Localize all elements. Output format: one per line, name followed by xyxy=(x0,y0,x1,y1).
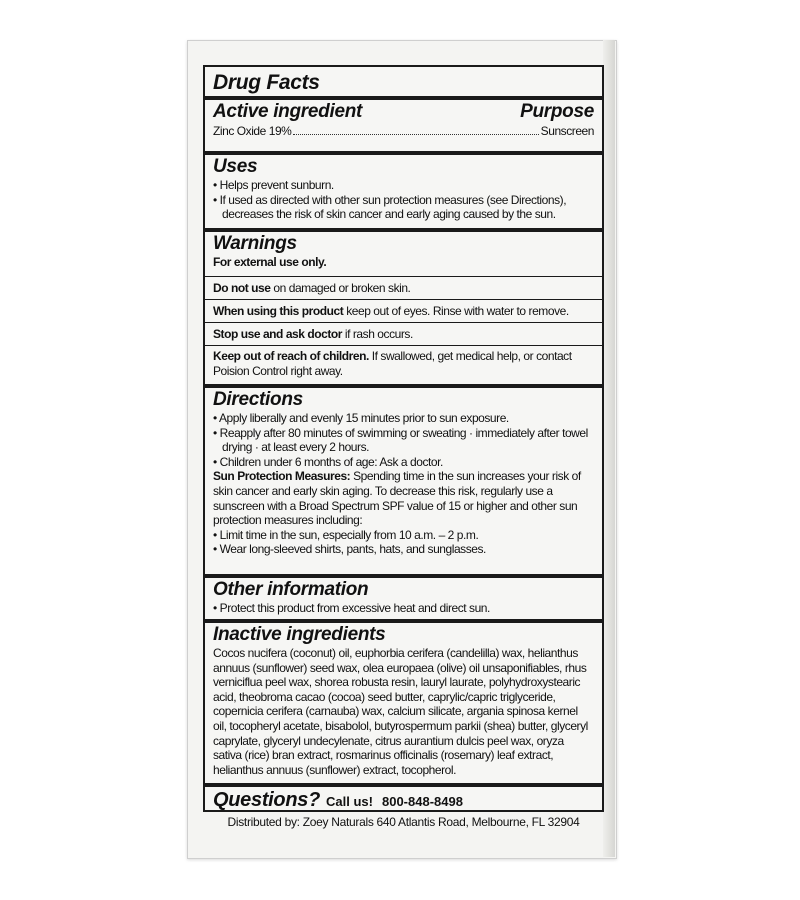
uses-section xyxy=(205,155,602,228)
drug-facts-panel xyxy=(203,65,604,812)
when-using-label: When using this product xyxy=(213,304,344,318)
sun-protection-measures xyxy=(213,469,594,527)
drug-facts-title-section xyxy=(205,67,602,96)
warnings-header: Warnings xyxy=(213,233,297,254)
questions-header: Questions? xyxy=(213,789,321,811)
active-ingredient-purpose: Sunscreen xyxy=(540,124,594,138)
keep-out-text: If swallowed, get medical help, or contact Poision Control right away. xyxy=(213,349,572,378)
call-us-label: Call us! xyxy=(326,794,373,809)
directions-item: • Reapply after 80 minutes of swimming or sweating · immediately after towel drying · at least every 2 hours. xyxy=(213,425,588,455)
other-information-header: Other information xyxy=(213,579,369,600)
phone-number: 800-848-8498 xyxy=(381,794,463,809)
when-using-text: keep out of eyes. Rinse with water to remove. xyxy=(343,304,569,318)
leader-dots xyxy=(293,133,538,135)
uses-item: • Helps prevent sunburn. xyxy=(213,178,334,192)
inactive-ingredients-text: Cocos nucifera (coconut) oil, euphorbia cerifera (candelilla) wax, helianthus annuus (sunflower) seed wax, olea europaea (olive) oil unsaponifiables, rhus verniciflua peel wax, shorea robusta resin, lauryl laurate, polyhydroxystearic acid, theobroma cacao (cocoa) seed butter, caprylic/capric triglyceride, copernicia cerifera (carnauba) wax, calcium silicate, argania spinosa kernel oil, tocopheryl acetate, bisabolol, butyrospermum parkii (shea) butter, glyceryl caprylate, glyceryl undecylenate, citrus aurantium dulcis peel wax, oryza sativa (rice) bran extract, rosmarinus officinalis (rosemary) leaf extract, helianthus annuus (sunflower) extract, tocopherol. xyxy=(213,646,588,777)
questions-section xyxy=(205,787,602,812)
when-using-row xyxy=(205,300,602,322)
distributor-line: Distributed by: Zoey Naturals 640 Atlantis Road, Melbourne, FL 32904 xyxy=(227,815,580,829)
spm-item: • Wear long-sleeved shirts, pants, hats, and sunglasses. xyxy=(213,542,486,557)
spm-label: Sun Protection Measures: xyxy=(213,469,351,484)
drug-facts-title: Drug Facts xyxy=(213,71,320,94)
directions-item: • Apply liberally and evenly 15 minutes prior to sun exposure. xyxy=(213,411,509,425)
uses-header: Uses xyxy=(213,156,258,177)
other-information-section xyxy=(205,578,602,619)
active-ingredient-header: Active ingredient xyxy=(213,101,363,122)
do-not-use-text: on damaged or broken skin. xyxy=(270,281,411,295)
inactive-ingredients-header: Inactive ingredients xyxy=(213,624,386,645)
directions-item: • Children under 6 months of age: Ask a doctor. xyxy=(213,454,443,469)
active-ingredient-section xyxy=(205,100,602,151)
active-ingredient-name: Zinc Oxide 19% xyxy=(213,124,292,138)
spm-text: Spending time in the sun increases your risk of skin cancer and early skin aging. To decrease this risk, regularly use a sunscreen with a Broad Spectrum SPF value of 15 or higher and other sun protection measures including: xyxy=(213,469,581,528)
stop-use-text: if rash occurs. xyxy=(342,327,413,341)
keep-out-label: Keep out of reach of children. xyxy=(213,349,369,363)
directions-header: Directions xyxy=(213,389,303,410)
directions-section xyxy=(205,388,602,574)
external-use-only: For external use only. xyxy=(213,255,327,269)
keep-out-row xyxy=(205,346,602,384)
purpose-header: Purpose xyxy=(520,101,594,122)
stop-use-label: Stop use and ask doctor xyxy=(213,327,343,341)
do-not-use-row xyxy=(205,277,602,299)
other-information-text: • Protect this product from excessive heat and direct sun. xyxy=(213,601,490,615)
uses-item: • If used as directed with other sun protection measures (see Directions), decreases the risk of skin cancer and early aging caused by the sun. xyxy=(213,192,567,222)
stop-use-row xyxy=(205,323,602,345)
warnings-section xyxy=(205,232,602,276)
spm-item: • Limit time in the sun, especially from 10 a.m. – 2 p.m. xyxy=(213,527,479,542)
box-right-edge xyxy=(603,40,615,857)
inactive-ingredients-section xyxy=(205,623,602,783)
do-not-use-label: Do not use xyxy=(213,281,271,295)
